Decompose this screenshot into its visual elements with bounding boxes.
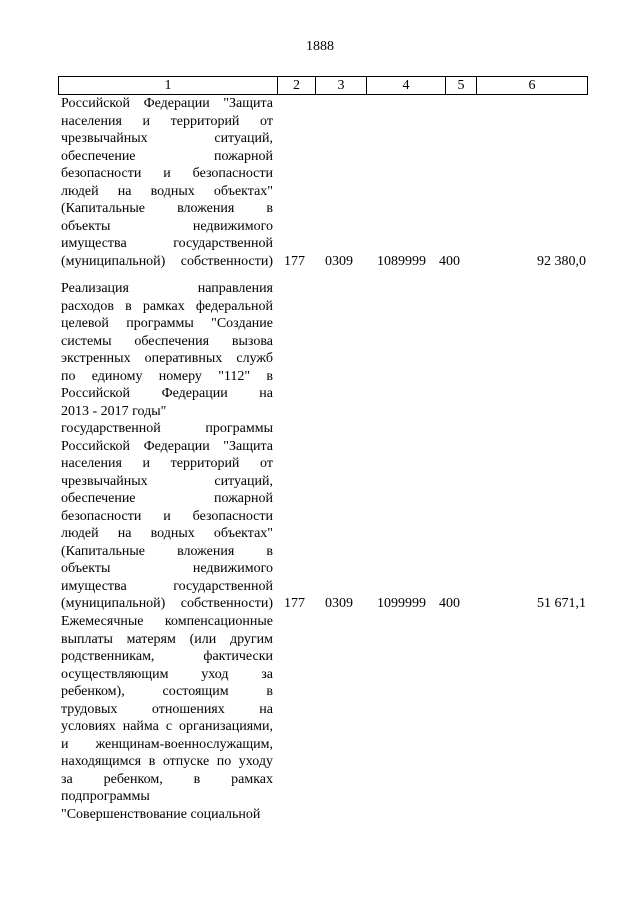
header-cell-1: 1	[59, 77, 278, 94]
description-line: государственной программы	[61, 421, 273, 436]
description-line: имущества государственной	[61, 578, 273, 594]
target-code: 1099999	[377, 596, 426, 611]
amount-value: 51 671,1	[537, 596, 586, 611]
description-line: условиях найма с организациями,	[61, 719, 273, 734]
description-line: (муниципальной) собственности)	[61, 596, 273, 611]
description-line: людей на водных объектах"	[61, 526, 273, 541]
description-line: находящимся в отпуске по уходу	[61, 754, 273, 769]
row-description	[61, 613, 273, 823]
row-description	[61, 95, 273, 270]
description-line: безопасности и безопасности	[61, 166, 273, 181]
description-line: трудовых отношениях на	[61, 701, 273, 717]
description-line: Ежемесячные компенсационные	[61, 614, 273, 629]
description-line: экстренных оперативных служб	[61, 351, 273, 366]
description-line: родственникам, фактически	[61, 649, 273, 664]
header-cell-2: 2	[278, 77, 316, 94]
header-cell-5: 5	[446, 77, 477, 94]
description-line: обеспечение пожарной	[61, 148, 273, 164]
description-line: Российской Федерации "Защита	[61, 438, 273, 454]
description-line: Российской Федерации на	[61, 386, 273, 401]
amount-value: 92 380,0	[537, 253, 586, 269]
target-code: 1089999	[377, 253, 426, 269]
ministry-code: 177	[284, 596, 305, 611]
description-line: и женщинам-военнослужащим,	[61, 736, 273, 752]
description-line: чрезвычайных ситуаций,	[61, 131, 273, 146]
description-line: населения и территорий от	[61, 456, 273, 471]
description-line: ребенком), состоящим в	[61, 684, 273, 699]
description-line: людей на водных объектах"	[61, 183, 273, 199]
section-code: 0309	[325, 596, 353, 611]
description-line: осуществляющим уход за	[61, 666, 273, 682]
description-line: за ребенком, в рамках	[61, 771, 273, 787]
expense-type-code: 400	[439, 253, 460, 269]
description-line: подпрограммы	[61, 789, 150, 804]
table-header	[58, 76, 588, 95]
description-line: (муниципальной) собственности)	[61, 253, 273, 269]
description-line: 2013 - 2017 годы"	[61, 403, 167, 419]
description-line: (Капитальные вложения в	[61, 201, 273, 216]
description-line: обеспечение пожарной	[61, 491, 273, 506]
description-line: (Капитальные вложения в	[61, 543, 273, 559]
description-line: "Совершенствование социальной	[61, 806, 261, 822]
expense-type-code: 400	[439, 596, 460, 611]
description-line: населения и территорий от	[61, 113, 273, 129]
description-line: безопасности и безопасности	[61, 508, 273, 524]
row-description	[61, 280, 273, 613]
description-line: Реализация направления	[61, 281, 273, 296]
description-line: имущества государственной	[61, 236, 273, 251]
page-number: 1888	[306, 39, 334, 54]
description-line: Российской Федерации "Защита	[61, 96, 273, 111]
description-line: по единому номеру "112" в	[61, 368, 273, 384]
description-line: объекты недвижимого	[61, 561, 273, 576]
description-line: чрезвычайных ситуаций,	[61, 473, 273, 489]
description-line: выплаты матерям (или другим	[61, 631, 273, 647]
header-cell-4: 4	[367, 77, 446, 94]
ministry-code: 177	[284, 253, 305, 269]
description-line: расходов в рамках федеральной	[61, 298, 273, 314]
description-line: целевой программы "Создание	[61, 316, 273, 331]
description-line: системы обеспечения вызова	[61, 333, 273, 349]
section-code: 0309	[325, 253, 353, 269]
description-line: объекты недвижимого	[61, 218, 273, 234]
header-cell-3: 3	[316, 77, 367, 94]
header-cell-6: 6	[528, 78, 536, 93]
